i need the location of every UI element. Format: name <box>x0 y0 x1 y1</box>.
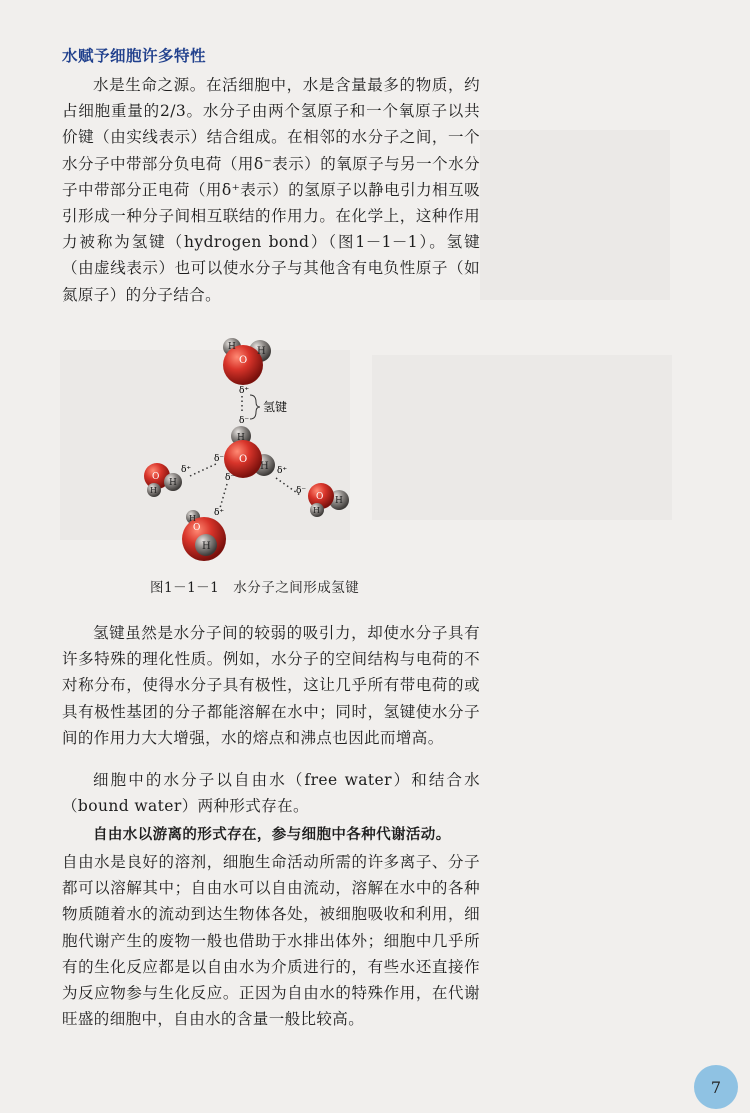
atom-label-o: O <box>193 523 201 533</box>
atom-label-h: H <box>335 496 343 506</box>
hbond-label: 氢键 <box>263 400 288 414</box>
delta-minus-label: δ⁻ <box>214 454 225 464</box>
delta-minus-label: δ⁻ <box>239 416 250 426</box>
water-molecule-right <box>308 483 349 517</box>
atom-label-h: H <box>260 461 269 472</box>
hydrogen-bond-line <box>190 464 216 476</box>
section-heading: 水赋予细胞许多特性 <box>62 47 207 65</box>
delta-minus-label: δ⁻ <box>225 473 236 483</box>
atom-label-o: O <box>316 492 324 502</box>
paragraph-4: 自由水是良好的溶剂，细胞生命活动所需的许多离子、分子都可以溶解其中；自由水可以自由流动，溶解在水中的各种物质随着水的流动到达生物体各处，被细胞吸收和利用，细胞代谢产生的废物一般也借助于水排出体外；细胞中几乎所有的生化反应都是以自由水为介质进行的，有些水还直接作为反应物参与生化反应。正因为自由水的特殊作用，在代谢旺盛的细胞中，自由水的含量一般比较高。 <box>62 853 480 1029</box>
paragraph-2: 氢键虽然是水分子间的较弱的吸引力，却使水分子具有许多特殊的理化性质。例如，水分子的空间结构与电荷的不对称分布，使得水分子具有极性，这让几乎所有带电荷的或具有极性基团的分子都能溶解在水中；同时，氢键使水分子间的作用力大大增强，水的熔点和沸点也因此而增高。 <box>62 624 480 747</box>
page-number-badge: 7 <box>694 1065 738 1109</box>
paragraph-1: 水是生命之源。在活细胞中，水是含量最多的物质，约占细胞重量的2/3。水分子由两个氢原子和一个氧原子以共价键（由实线表示）结合组成。在相邻的水分子之间，一个水分子中带部分负电荷（用δ⁻表示）的氧原子与另一个水分子中带部分正电荷（用δ⁺表示）的氢原子以静电引力相互吸引形成一种分子间相互联结的作用力。在化学上，这种作用力被称为氢键（hydrogen bond）（图1－1－1）。氢键（由虚线表示）也可以使水分子与其他含有电负性原子（如氮原子）的分子结合。 <box>62 76 480 304</box>
atom-label-h: H <box>313 506 320 515</box>
bold-lead-sentence: 自由水以游离的形式存在，参与细胞中各种代谢活动。 <box>93 827 451 843</box>
water-molecule-top <box>223 338 271 385</box>
paragraph-3: 细胞中的水分子以自由水（free water）和结合水（bound water）两种形式存在。 <box>62 771 480 816</box>
atom-label-h: H <box>237 433 245 443</box>
delta-plus-label: δ⁺ <box>181 465 192 475</box>
atom-label-h: H <box>202 541 211 552</box>
atom-label-h: H <box>169 478 177 488</box>
water-molecule-left <box>144 463 182 497</box>
atom-label-h: H <box>150 486 157 495</box>
figure-number: 图1－1－1 <box>150 580 220 596</box>
water-hydrogen-bond-figure <box>130 333 370 568</box>
figure-title: 水分子之间形成氢键 <box>233 580 360 596</box>
water-molecule-center <box>224 426 275 478</box>
delta-minus-label: δ⁻ <box>296 486 307 496</box>
hydrogen-bond-line <box>220 484 227 508</box>
showthrough-panel-right <box>372 355 672 520</box>
hbond-bracket <box>250 395 260 419</box>
atom-label-o: O <box>239 454 248 465</box>
figure-caption <box>150 576 373 596</box>
showthrough-panel-top <box>480 130 670 300</box>
delta-plus-label: δ⁺ <box>214 508 225 518</box>
delta-plus-label: δ⁺ <box>239 386 250 396</box>
atom-label-o: O <box>239 355 248 366</box>
atom-label-h: H <box>189 514 196 523</box>
atom-label-o: O <box>152 472 160 482</box>
atom-label-h: H <box>228 342 236 352</box>
atom-label-h: H <box>257 346 266 357</box>
delta-plus-label: δ⁺ <box>277 466 288 476</box>
